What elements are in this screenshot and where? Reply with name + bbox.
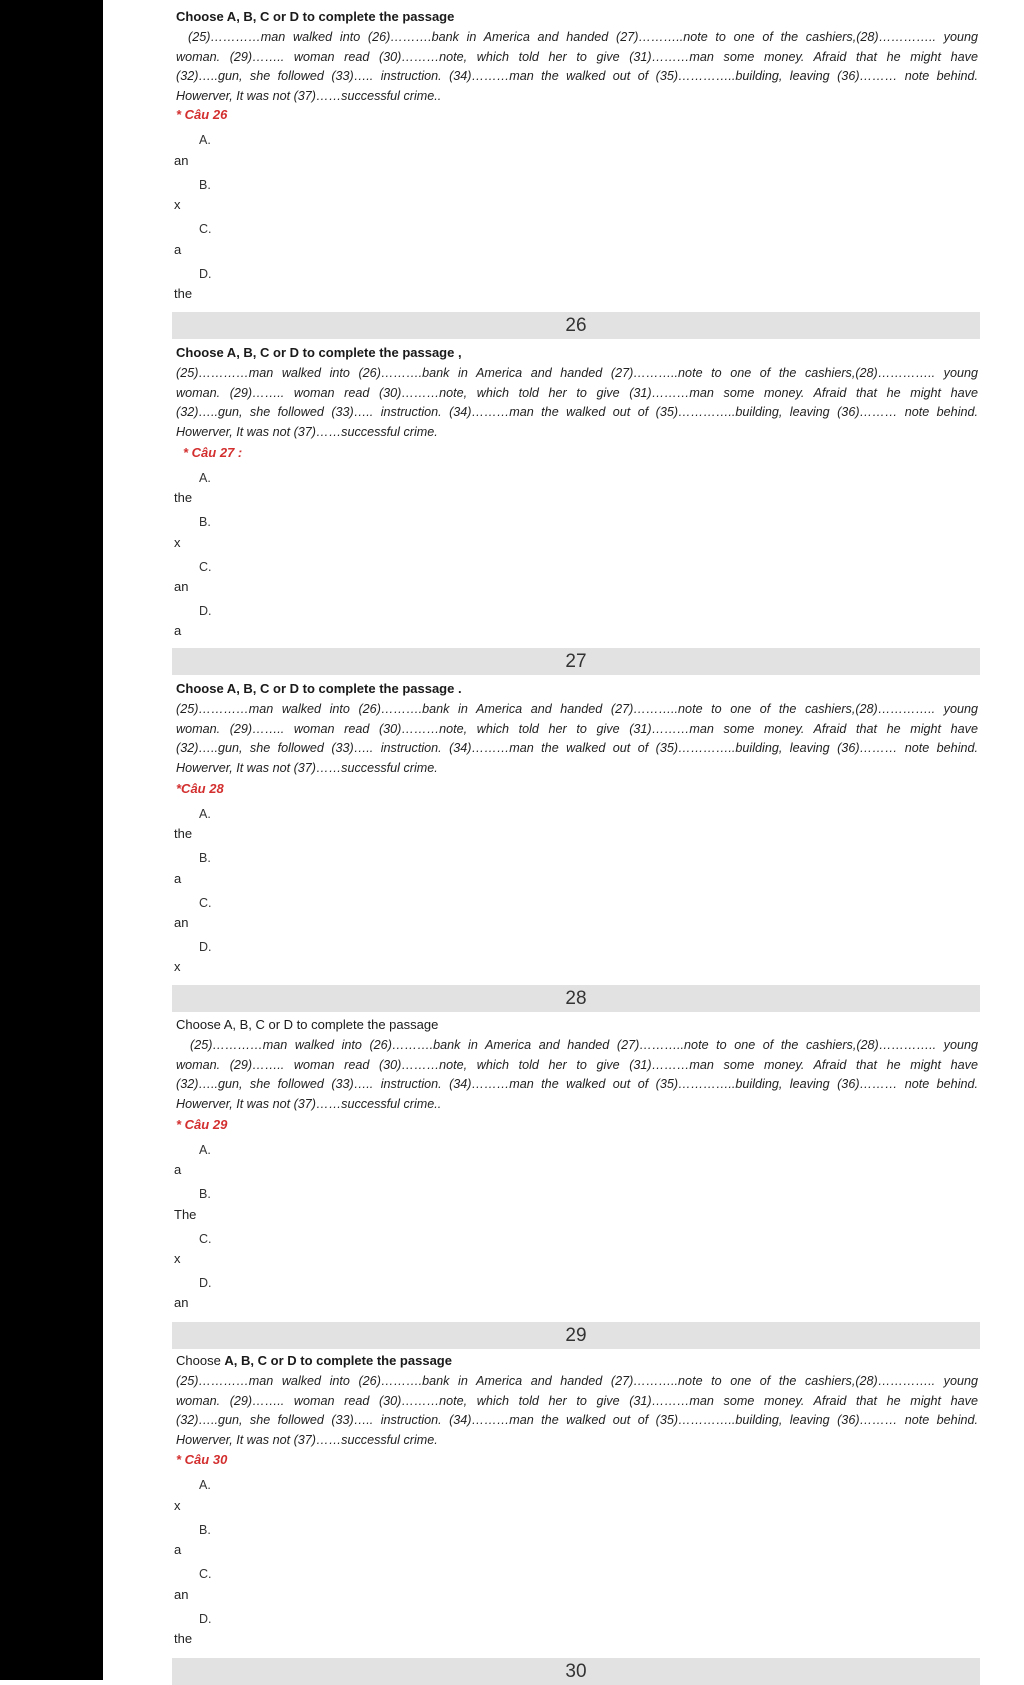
- left-black-bar: [0, 0, 103, 1680]
- option-d-text[interactable]: x: [174, 959, 181, 974]
- option-a-text[interactable]: the: [174, 826, 193, 841]
- option-a-text[interactable]: the: [174, 490, 193, 505]
- passage-line: (32)…..gun, she followed (33)….. instruction. (34)………man the walked out of (35)…………..building, leaving (36)……… note behind.: [176, 741, 978, 756]
- option-a-letter[interactable]: A.: [199, 807, 211, 821]
- option-c-text[interactable]: a: [174, 242, 182, 257]
- option-b-text[interactable]: x: [174, 535, 181, 550]
- option-a-letter[interactable]: A.: [199, 1478, 211, 1492]
- passage-line: (32)…..gun, she followed (33)….. instruction. (34)………man the walked out of (35)…………..building, leaving (36)……… note behind.: [176, 1077, 978, 1092]
- question-heading: Choose A, B, C or D to complete the passage: [176, 1017, 439, 1032]
- question-label: * Câu 29: [176, 1117, 228, 1132]
- option-a-letter[interactable]: A.: [199, 1143, 211, 1157]
- option-b-text[interactable]: a: [174, 871, 182, 886]
- passage-line: (25)…………man walked into (26)……….bank in America and handed (27)………..note to one of the cashiers,(28)………….. young: [176, 702, 978, 716]
- passage-line: Howerver, It was not (37)……successful crime.: [176, 1432, 438, 1447]
- option-b-letter[interactable]: B.: [199, 178, 211, 192]
- question-heading: Choose A, B, C or D to complete the passage ,: [176, 345, 462, 360]
- question-heading: Choose A, B, C or D to complete the passage: [176, 9, 455, 24]
- option-d-letter[interactable]: D.: [199, 604, 212, 618]
- option-b-letter[interactable]: B.: [199, 1523, 211, 1537]
- option-c-letter[interactable]: C.: [199, 1232, 212, 1246]
- question-number-bar: 27: [172, 648, 980, 675]
- option-d-letter[interactable]: D.: [199, 267, 212, 281]
- passage-line: Howerver, It was not (37)……successful crime..: [176, 88, 442, 103]
- option-a-letter[interactable]: A.: [199, 133, 211, 147]
- passage-text: [176, 1372, 978, 1450]
- heading-bold: A, B, C or D to complete the passage: [224, 1353, 452, 1368]
- passage-line: (32)…..gun, she followed (33)….. instruction. (34)………man the walked out of (35)…………..building, leaving (36)……… note behind.: [176, 1413, 978, 1428]
- passage-line: (25)…………man walked into (26)……….bank in America and handed (27)………..note to one of the cashiers,(28)………….. young: [176, 366, 978, 380]
- option-b-letter[interactable]: B.: [199, 851, 211, 865]
- passage-text: [176, 364, 978, 442]
- option-a-text[interactable]: an: [174, 153, 189, 168]
- option-c-letter[interactable]: C.: [199, 1567, 212, 1581]
- option-b-text[interactable]: x: [174, 197, 181, 212]
- question-label: *Câu 28: [176, 781, 224, 796]
- option-b-text[interactable]: The: [174, 1207, 197, 1222]
- passage-line: woman. (29)…….. woman read (30)………note, which told her to give (31)………man some money. Afraid that he might have: [176, 1393, 978, 1408]
- passage-line: Howerver, It was not (37)……successful crime..: [176, 1096, 442, 1111]
- passage-line: (25)…………man walked into (26)……….bank in America and handed (27)………..note to one of the cashiers,(28)………….. young: [176, 1374, 978, 1388]
- heading-prefix: Choose: [176, 1353, 225, 1368]
- question-block-28: [172, 672, 982, 1008]
- option-c-letter[interactable]: C.: [199, 222, 212, 236]
- option-d-letter[interactable]: D.: [199, 940, 212, 954]
- passage-text: [176, 700, 978, 778]
- option-c-text[interactable]: x: [174, 1251, 181, 1266]
- option-c-text[interactable]: an: [174, 915, 189, 930]
- option-c-letter[interactable]: C.: [199, 896, 212, 910]
- passage-line: (25)…………man walked into (26)……….bank in America and handed (27)………..note to one of the cashiers,(28)………….. young: [188, 30, 978, 44]
- question-block-29: [172, 1008, 982, 1344]
- option-d-text[interactable]: the: [174, 286, 193, 301]
- option-d-text[interactable]: an: [174, 1295, 189, 1310]
- question-label: * Câu 26: [176, 107, 228, 122]
- option-c-letter[interactable]: C.: [199, 560, 212, 574]
- option-d-text[interactable]: the: [174, 1631, 193, 1646]
- passage-line: woman. (29)…….. woman read (30)………note, which told her to give (31)………man some money. Afraid that he might have: [176, 721, 978, 736]
- option-b-text[interactable]: a: [174, 1542, 182, 1557]
- question-number-bar: 26: [172, 312, 980, 339]
- question-block-30: [172, 1344, 982, 1680]
- option-a-text[interactable]: x: [174, 1498, 181, 1513]
- question-block-27: [172, 336, 982, 672]
- question-heading: Choose A, B, C or D to complete the passage .: [176, 681, 462, 696]
- option-d-text[interactable]: a: [174, 623, 182, 638]
- option-d-letter[interactable]: D.: [199, 1612, 212, 1626]
- option-b-letter[interactable]: B.: [199, 515, 211, 529]
- passage-line: woman. (29)…….. woman read (30)………note, which told her to give (31)………man some money. Afraid that he might have: [176, 1057, 978, 1072]
- passage-line: woman. (29)…….. woman read (30)………note, which told her to give (31)………man some money. Afraid that he might have: [176, 385, 978, 400]
- question-number-bar: 29: [172, 1322, 980, 1349]
- passage-line: Howerver, It was not (37)……successful crime.: [176, 760, 438, 775]
- passage-text: [176, 1036, 978, 1114]
- question-heading: [176, 1353, 452, 1368]
- question-label: * Câu 30: [176, 1452, 228, 1467]
- passage-line: Howerver, It was not (37)……successful crime.: [176, 424, 438, 439]
- passage-text: [176, 28, 978, 106]
- question-number-bar: 28: [172, 985, 980, 1012]
- option-b-letter[interactable]: B.: [199, 1187, 211, 1201]
- option-d-letter[interactable]: D.: [199, 1276, 212, 1290]
- question-number-bar: 30: [172, 1658, 980, 1685]
- passage-line: (25)…………man walked into (26)……….bank in America and handed (27)………..note to one of the cashiers,(28)………….. young: [190, 1038, 978, 1052]
- question-label: * Câu 27 :: [183, 445, 243, 460]
- question-block-26: [172, 0, 982, 336]
- option-c-text[interactable]: an: [174, 579, 189, 594]
- passage-line: (32)…..gun, she followed (33)….. instruction. (34)………man the walked out of (35)…………..building, leaving (36)……… note behind.: [176, 69, 978, 84]
- passage-line: (32)…..gun, she followed (33)….. instruction. (34)………man the walked out of (35)…………..building, leaving (36)……… note behind.: [176, 405, 978, 420]
- option-a-text[interactable]: a: [174, 1162, 182, 1177]
- passage-line: woman. (29)…….. woman read (30)………note, which told her to give (31)………man some money. Afraid that he might have: [176, 49, 978, 64]
- option-c-text[interactable]: an: [174, 1587, 189, 1602]
- option-a-letter[interactable]: A.: [199, 471, 211, 485]
